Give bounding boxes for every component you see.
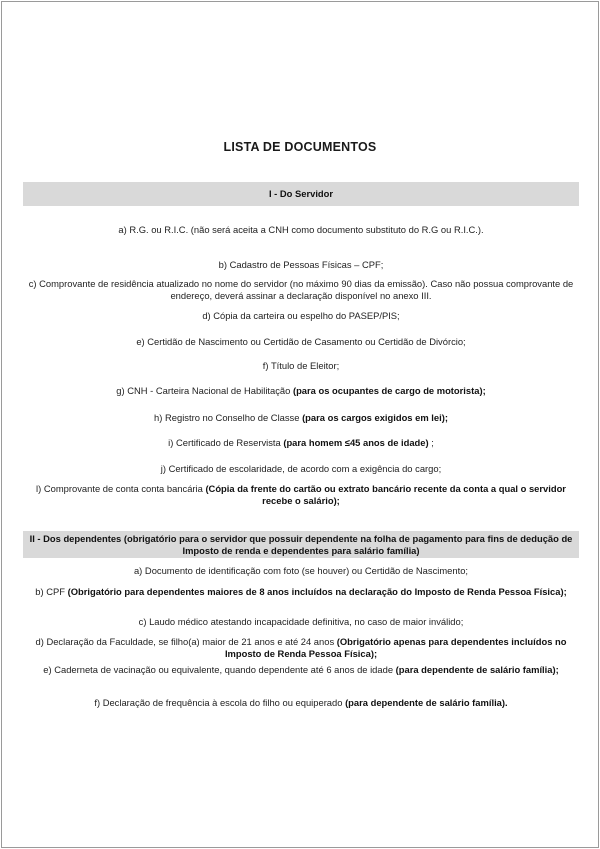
item-letter: g) <box>116 385 125 396</box>
item-text: Certidão de Nascimento ou Certidão de Casamento ou Certidão de Divórcio; <box>147 336 466 347</box>
list-item <box>24 385 578 397</box>
item-text: CNH - Carteira Nacional de Habilitação <box>127 385 293 396</box>
item-letter: f) <box>262 360 269 371</box>
item-text: Caderneta de vacinação ou equivalente, quando dependente até 6 anos de idade <box>54 664 396 675</box>
item-letter: f) <box>94 697 101 708</box>
item-letter: d) <box>35 636 44 647</box>
list-item <box>24 336 578 348</box>
item-text: CPF <box>46 586 68 597</box>
item-text: Comprovante de residência atualizado no nome do servidor (no máximo 90 dias da emissão). Caso não possua comprovante de endereço, deverá assinar a declaração disponível no anexo III. <box>39 278 574 301</box>
item-text: Registro no Conselho de Classe <box>165 412 303 423</box>
item-text: Documento de identificação com foto (se houver) ou Certidão de Nascimento; <box>144 565 469 576</box>
item-note: (Obrigatório apenas para dependentes incluídos no Imposto de Renda Pessoa Física); <box>224 636 567 659</box>
item-text: Certificado de Reservista <box>175 437 284 448</box>
section-dependentes-heading <box>23 531 579 558</box>
item-text: Declaração de frequência à escola do filho ou equiperado <box>102 697 346 708</box>
item-text: Certificado de escolaridade, de acordo com a exigência do cargo; <box>168 463 442 474</box>
list-item <box>24 565 578 577</box>
item-letter: a) <box>133 565 143 576</box>
section-heading-rest: (obrigatório para o servidor que possuir dependente na folha de pagamento para fins de dedução de Imposto de renda e dependentes para salário família) <box>121 533 573 556</box>
item-note: (para homem ≤45 anos de idade) <box>283 437 429 448</box>
list-item <box>24 310 578 322</box>
item-text: Laudo médico atestando incapacidade definitiva, no caso de maior inválido; <box>149 616 464 627</box>
item-note: (para dependente de salário família). <box>345 697 508 708</box>
item-letter: b) <box>35 586 44 597</box>
item-letter: e) <box>43 664 52 675</box>
item-letter: c) <box>138 616 147 627</box>
item-text: R.G. ou R.I.C. (não será aceita a CNH como documento substituto do R.G ou R.I.C.). <box>129 224 484 235</box>
item-note: (para os ocupantes de cargo de motorista); <box>292 385 486 396</box>
list-item <box>24 437 578 449</box>
section-heading-lead: II - Dos dependentes <box>29 533 122 544</box>
list-item <box>24 463 578 475</box>
list-item <box>24 483 578 507</box>
item-letter: c) <box>28 278 37 289</box>
item-text: Comprovante de conta conta bancária <box>43 483 206 494</box>
list-item <box>24 360 578 372</box>
list-item <box>24 259 578 271</box>
list-item <box>24 664 578 676</box>
list-item <box>24 224 578 236</box>
item-text: Cadastro de Pessoas Físicas – CPF; <box>229 259 384 270</box>
item-letter: j) <box>160 463 167 474</box>
document-page <box>1 1 599 848</box>
list-item <box>24 636 578 660</box>
item-letter: i) <box>168 437 174 448</box>
list-item <box>24 412 578 424</box>
item-letter: d) <box>202 310 211 321</box>
item-letter: l) <box>36 483 42 494</box>
item-tail: ; <box>428 437 434 448</box>
list-item <box>24 697 578 709</box>
list-item <box>24 586 578 598</box>
document-title: LISTA DE DOCUMENTOS <box>223 140 377 154</box>
item-letter: e) <box>136 336 145 347</box>
item-note: (Obrigatório para dependentes maiores de 8 anos incluídos na declaração do Imposto de Renda Pessoa Física); <box>67 586 567 597</box>
item-note: (Cópia da frente do cartão ou extrato bancário recente da conta a qual o servidor recebe o salário); <box>205 483 566 506</box>
item-text: Título de Eleitor; <box>270 360 340 371</box>
item-letter: b) <box>218 259 227 270</box>
item-letter: a) <box>118 224 127 235</box>
section-servidor-heading: I - Do Servidor <box>23 182 579 206</box>
item-note: (para os cargos exigidos em lei); <box>302 412 448 423</box>
list-item <box>24 616 578 628</box>
item-note: (para dependente de salário família); <box>395 664 559 675</box>
list-item <box>24 278 578 302</box>
item-text: Declaração da Faculdade, se filho(a) maior de 21 anos e até 24 anos <box>46 636 337 647</box>
item-letter: h) <box>154 412 163 423</box>
item-text: Cópia da carteira ou espelho do PASEP/PIS; <box>213 310 400 321</box>
